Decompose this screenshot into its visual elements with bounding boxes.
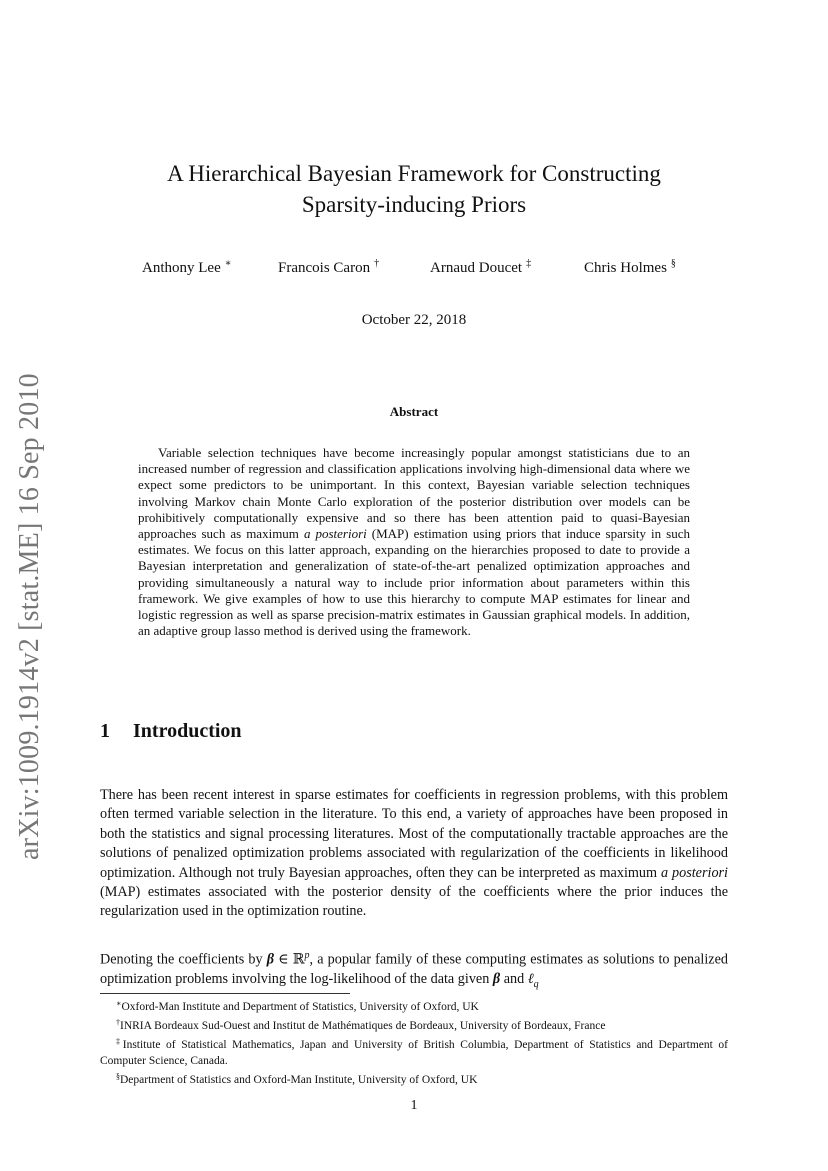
footnote-mark: ‡ <box>116 1037 123 1046</box>
footnote-text: Department of Statistics and Oxford-Man Institute, University of Oxford, UK <box>120 1074 478 1086</box>
math-subscript: q <box>533 978 539 990</box>
paragraph-text: Denoting the coefficients by <box>100 951 267 968</box>
footnotes <box>100 996 728 1088</box>
footnote-4 <box>100 1069 728 1088</box>
author-footnote-mark: § <box>670 258 676 269</box>
arxiv-identifier-stamp: arXiv:1009.1914v2 [stat.ME] 16 Sep 2010 <box>14 373 45 860</box>
author-name: Francois Caron <box>278 260 371 276</box>
math-beta-symbol: β <box>266 951 274 968</box>
author-footnote-mark: ∗ <box>224 258 232 269</box>
page-number: 1 <box>410 1098 418 1113</box>
paragraph-emphasis: a posteriori <box>661 864 728 881</box>
title-line-1: A Hierarchical Bayesian Framework for Constructing <box>167 161 661 186</box>
author-footnote-mark: ‡ <box>526 258 532 269</box>
paragraph-text: , a popular family of these computing estimates as solutions to penalized optimization problems involving the log-likelihood of the data given <box>100 951 728 988</box>
intro-paragraph-2 <box>100 946 728 994</box>
footnote-text: Institute of Statistical Mathematics, Japan and University of British Columbia, Department of Statistics and Department of Computer Science, Canada. <box>100 1039 729 1067</box>
paragraph-text: and <box>500 971 528 988</box>
footnote-separator <box>100 993 350 994</box>
author-1 <box>142 258 232 277</box>
section-title: Introduction <box>133 720 242 742</box>
footnote-mark: § <box>116 1072 120 1081</box>
author-name: Arnaud Doucet <box>430 260 523 276</box>
footnote-text: Oxford-Man Institute and Department of Statistics, University of Oxford, UK <box>121 1001 479 1013</box>
publication-date: October 22, 2018 <box>361 312 467 328</box>
abstract-text: (MAP) estimation using priors that induce sparsity in such estimates. We focus on this latter approach, expanding on the hierarchies proposed to date to provide a Bayesian interpretation and generalization of state-of-the-art penalized optimization approaches and providing simultaneously a natural way to include prior information about parameters within this framework. We give examples of how to use this hierarchy to compute MAP estimates for linear and logistic regression as well as sparse precision-matrix estimates in Gaussian graphical models. In addition, an adaptive group lasso method is derived using the framework. <box>138 526 690 639</box>
math-superscript: p <box>304 950 310 961</box>
footnote-text: INRIA Bordeaux Sud-Ouest and Institut de Mathématiques de Bordeaux, University of Bordeaux, France <box>120 1020 606 1032</box>
author-footnote-mark: † <box>374 258 380 269</box>
footnote-mark: † <box>116 1018 120 1027</box>
footnote-2 <box>100 1015 728 1034</box>
paragraph-text: (MAP) estimates associated with the posterior density of the coefficients where the prior induces the regularization used in the optimization routine. <box>100 884 728 920</box>
footnote-1 <box>100 996 728 1015</box>
section-heading-introduction <box>100 720 242 743</box>
section-number: 1 <box>100 720 110 742</box>
author-name: Chris Holmes <box>584 260 667 276</box>
math-beta-symbol: β <box>492 971 501 988</box>
abstract-body <box>138 445 690 639</box>
abstract-text: Variable selection techniques have become increasingly popular amongst statisticians due to an increased number of regression and classification applications involving high-dimensional data where we expect some predictors to be unimportant. In this context, Bayesian variable selection techniques involving Markov chain Monte Carlo exploration of the posterior distribution over models can be prohibitively computationally expensive and so there has been attention paid to quasi-Bayesian approaches such as maximum <box>138 445 690 542</box>
title-line-2: Sparsity-inducing Priors <box>301 192 527 217</box>
math-ell-symbol: ℓ <box>527 971 534 988</box>
footnote-3 <box>100 1034 728 1069</box>
author-4 <box>584 258 676 277</box>
abstract-emphasis: a posteriori <box>303 526 367 542</box>
paragraph-text: There has been recent interest in sparse estimates for coefficients in regression problems, with this problem often termed variable selection in the literature. To this end, a variety of approaches have been proposed in both the statistics and signal processing literatures. Most of the computationally tractable approaches are the solutions of penalized optimization problems associated with regularization of the coefficients in likelihood optimization. Although not truly Bayesian approaches, often they can be interpreted as maximum <box>100 787 728 881</box>
author-list <box>142 258 702 280</box>
paper-title <box>0 158 828 220</box>
intro-paragraph-1 <box>100 786 728 922</box>
author-3 <box>430 258 531 277</box>
math-real-space: ∈ ℝ <box>274 951 305 968</box>
abstract-heading: Abstract <box>389 404 439 419</box>
footnote-mark: ∗ <box>116 999 122 1008</box>
author-2 <box>278 258 379 277</box>
author-name: Anthony Lee <box>142 260 221 276</box>
